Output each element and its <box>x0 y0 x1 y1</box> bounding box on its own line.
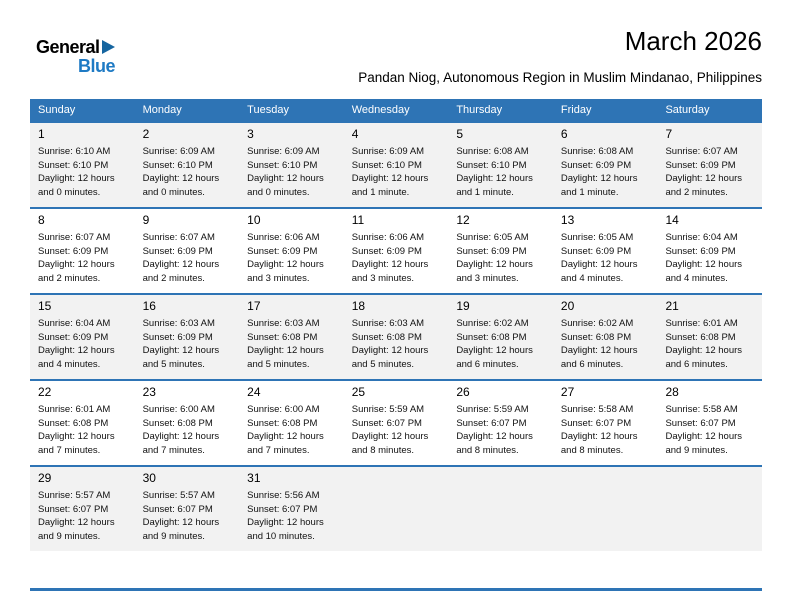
day-number: 25 <box>351 385 366 399</box>
day-cell-3 <box>239 123 344 207</box>
daylight-text-line1: Daylight: 12 hours <box>38 431 115 442</box>
day-cell-13 <box>553 209 658 293</box>
sunrise-text: Sunrise: 6:05 AM <box>456 232 529 243</box>
empty-cell <box>553 467 658 551</box>
sunset-text: Sunset: 6:08 PM <box>456 331 527 343</box>
daylight-text-line2: and 2 minutes. <box>38 272 101 284</box>
day-cell-30 <box>135 467 240 551</box>
page-header <box>0 0 792 85</box>
sunrise-text: Sunrise: 6:00 AM <box>142 404 215 415</box>
daylight-text-line2: and 6 minutes. <box>456 358 519 370</box>
sunrise-text: Sunrise: 6:08 AM <box>456 146 529 157</box>
sunrise-text: Sunrise: 6:06 AM <box>351 232 425 243</box>
day-cell-18 <box>344 295 449 379</box>
daylight-text-line2: and 0 minutes. <box>247 186 310 198</box>
daylight-text-line2: and 7 minutes. <box>247 444 310 456</box>
day-number: 17 <box>247 299 261 313</box>
calendar-table <box>30 99 762 551</box>
sunrise-text: Sunrise: 6:01 AM <box>665 318 738 329</box>
daylight-text-line2: and 8 minutes. <box>456 444 519 456</box>
day-number: 13 <box>560 213 575 227</box>
day-number: 3 <box>247 127 254 141</box>
daylight-text-line2: and 8 minutes. <box>351 444 415 456</box>
daylight-text-line1: Daylight: 12 hours <box>247 431 324 442</box>
daylight-text-line2: and 2 minutes. <box>142 272 205 284</box>
sunset-text: Sunset: 6:09 PM <box>38 245 109 257</box>
day-cell-24 <box>239 381 344 465</box>
sunset-text: Sunset: 6:10 PM <box>456 159 527 171</box>
page-subtitle: Pandan Niog, Autonomous Region in Muslim Mindanao, Philippines <box>358 70 762 85</box>
daylight-text-line2: and 0 minutes. <box>38 186 101 198</box>
sunset-text: Sunset: 6:09 PM <box>247 245 318 257</box>
sunset-text: Sunset: 6:09 PM <box>560 159 632 171</box>
sunset-text: Sunset: 6:10 PM <box>351 159 422 171</box>
daylight-text-line1: Daylight: 12 hours <box>247 173 324 184</box>
day-cell-14 <box>657 209 762 293</box>
daylight-text-line2: and 6 minutes. <box>665 358 728 370</box>
daylight-text-line2: and 5 minutes. <box>247 358 310 370</box>
daylight-text-line2: and 7 minutes. <box>142 444 205 456</box>
daylight-text-line1: Daylight: 12 hours <box>247 517 324 528</box>
sunset-text: Sunset: 6:09 PM <box>665 245 736 257</box>
sunrise-text: Sunrise: 5:57 AM <box>142 490 215 501</box>
day-cell-16 <box>135 295 240 379</box>
week-row-1 <box>30 121 762 207</box>
day-cell-19 <box>448 295 553 379</box>
day-number: 15 <box>38 299 52 313</box>
daylight-text-line2: and 7 minutes. <box>38 444 101 456</box>
sunrise-text: Sunrise: 6:09 AM <box>351 146 425 157</box>
day-cell-7 <box>657 123 762 207</box>
weekday-header-sunday: Sunday <box>38 104 76 116</box>
day-number: 5 <box>456 127 463 141</box>
empty-cell <box>344 467 449 551</box>
weekday-header-wednesday: Wednesday <box>351 104 410 116</box>
sunrise-text: Sunrise: 6:02 AM <box>456 318 529 329</box>
sunset-text: Sunset: 6:08 PM <box>38 417 109 429</box>
daylight-text-line1: Daylight: 12 hours <box>38 345 115 356</box>
daylight-text-line1: Daylight: 12 hours <box>142 259 220 270</box>
sunset-text: Sunset: 6:09 PM <box>142 331 213 343</box>
daylight-text-line1: Daylight: 12 hours <box>142 517 220 528</box>
sunrise-text: Sunrise: 6:04 AM <box>38 318 111 329</box>
sunset-text: Sunset: 6:08 PM <box>142 417 213 429</box>
sunset-text: Sunset: 6:07 PM <box>351 417 422 429</box>
day-cell-25 <box>344 381 449 465</box>
sunset-text: Sunset: 6:09 PM <box>560 245 632 257</box>
daylight-text-line1: Daylight: 12 hours <box>351 431 429 442</box>
daylight-text-line2: and 4 minutes. <box>38 358 101 370</box>
empty-cell <box>448 467 553 551</box>
week-row-3 <box>30 293 762 379</box>
sunset-text: Sunset: 6:07 PM <box>38 503 109 515</box>
day-cell-11 <box>344 209 449 293</box>
sunset-text: Sunset: 6:07 PM <box>665 417 736 429</box>
day-number: 30 <box>142 471 156 485</box>
weekday-header-row <box>30 99 762 121</box>
day-cell-17 <box>239 295 344 379</box>
daylight-text-line1: Daylight: 12 hours <box>38 517 115 528</box>
sunrise-text: Sunrise: 5:57 AM <box>38 490 111 501</box>
day-number: 22 <box>38 385 52 399</box>
weekday-header-friday: Friday <box>560 104 592 116</box>
sunset-text: Sunset: 6:07 PM <box>560 417 632 429</box>
day-number: 6 <box>560 127 568 141</box>
day-number: 28 <box>665 385 679 399</box>
daylight-text-line2: and 1 minute. <box>456 186 514 198</box>
sunrise-text: Sunrise: 6:01 AM <box>38 404 111 415</box>
sunrise-text: Sunrise: 6:05 AM <box>560 232 634 243</box>
sunset-text: Sunset: 6:07 PM <box>142 503 213 515</box>
day-number: 18 <box>351 299 366 313</box>
daylight-text-line2: and 6 minutes. <box>560 358 624 370</box>
weekday-header-monday: Monday <box>142 104 182 116</box>
daylight-text-line2: and 0 minutes. <box>142 186 205 198</box>
daylight-text-line2: and 3 minutes. <box>247 272 310 284</box>
sunrise-text: Sunrise: 6:07 AM <box>142 232 215 243</box>
sunrise-text: Sunrise: 6:03 AM <box>142 318 215 329</box>
weekday-header-tuesday: Tuesday <box>247 104 289 116</box>
daylight-text-line1: Daylight: 12 hours <box>560 431 638 442</box>
logo-text-blue: Blue <box>78 56 116 76</box>
daylight-text-line2: and 3 minutes. <box>456 272 519 284</box>
daylight-text-line1: Daylight: 12 hours <box>560 259 638 270</box>
sunset-text: Sunset: 6:08 PM <box>247 417 318 429</box>
daylight-text-line2: and 4 minutes. <box>560 272 624 284</box>
week-row-4 <box>30 379 762 465</box>
sunset-text: Sunset: 6:08 PM <box>665 331 736 343</box>
sunset-text: Sunset: 6:10 PM <box>247 159 318 171</box>
day-cell-21 <box>657 295 762 379</box>
title-block <box>115 26 762 85</box>
sunrise-text: Sunrise: 6:10 AM <box>38 146 111 157</box>
sunset-text: Sunset: 6:07 PM <box>456 417 527 429</box>
general-blue-logo <box>36 26 115 75</box>
day-number: 27 <box>560 385 575 399</box>
daylight-text-line1: Daylight: 12 hours <box>142 173 220 184</box>
sunrise-text: Sunrise: 6:02 AM <box>560 318 634 329</box>
footer-line <box>30 588 762 591</box>
sunset-text: Sunset: 6:07 PM <box>247 503 318 515</box>
day-cell-28 <box>657 381 762 465</box>
daylight-text-line1: Daylight: 12 hours <box>665 259 743 270</box>
day-cell-2 <box>135 123 240 207</box>
daylight-text-line2: and 1 minute. <box>351 186 410 198</box>
sunrise-text: Sunrise: 5:56 AM <box>247 490 320 501</box>
sunrise-text: Sunrise: 5:59 AM <box>456 404 529 415</box>
weekday-header-saturday: Saturday <box>665 104 710 116</box>
empty-cell <box>657 467 762 551</box>
day-number: 24 <box>247 385 261 399</box>
day-number: 1 <box>38 127 45 141</box>
sunset-text: Sunset: 6:10 PM <box>142 159 213 171</box>
day-number: 31 <box>247 471 261 485</box>
daylight-text-line1: Daylight: 12 hours <box>351 173 429 184</box>
sunset-text: Sunset: 6:09 PM <box>456 245 527 257</box>
sunrise-text: Sunrise: 6:09 AM <box>247 146 320 157</box>
sunrise-text: Sunrise: 6:07 AM <box>38 232 111 243</box>
daylight-text-line1: Daylight: 12 hours <box>560 345 638 356</box>
daylight-text-line2: and 9 minutes. <box>38 530 101 542</box>
daylight-text-line1: Daylight: 12 hours <box>456 173 533 184</box>
daylight-text-line2: and 10 minutes. <box>247 530 315 542</box>
sunset-text: Sunset: 6:09 PM <box>142 245 213 257</box>
sunset-text: Sunset: 6:09 PM <box>665 159 736 171</box>
day-cell-1 <box>30 123 135 207</box>
sunrise-text: Sunrise: 6:04 AM <box>665 232 738 243</box>
day-cell-5 <box>448 123 553 207</box>
day-cell-23 <box>135 381 240 465</box>
daylight-text-line2: and 2 minutes. <box>665 186 728 198</box>
daylight-text-line2: and 1 minute. <box>560 186 619 198</box>
daylight-text-line1: Daylight: 12 hours <box>38 259 115 270</box>
daylight-text-line2: and 9 minutes. <box>142 530 205 542</box>
day-cell-20 <box>553 295 658 379</box>
weekday-header-thursday: Thursday <box>456 104 503 116</box>
logo-line-1 <box>36 38 115 56</box>
day-number: 21 <box>665 299 679 313</box>
sunrise-text: Sunrise: 6:08 AM <box>560 146 634 157</box>
day-cell-27 <box>553 381 658 465</box>
day-number: 14 <box>665 213 679 227</box>
sunrise-text: Sunrise: 6:03 AM <box>351 318 425 329</box>
sunset-text: Sunset: 6:08 PM <box>247 331 318 343</box>
day-cell-22 <box>30 381 135 465</box>
day-number: 29 <box>38 471 52 485</box>
day-cell-4 <box>344 123 449 207</box>
calendar-grid <box>30 121 762 551</box>
sunset-text: Sunset: 6:09 PM <box>38 331 109 343</box>
week-row-5 <box>30 465 762 551</box>
sunset-text: Sunset: 6:08 PM <box>351 331 422 343</box>
day-number: 20 <box>560 299 575 313</box>
daylight-text-line2: and 9 minutes. <box>665 444 728 456</box>
sunrise-text: Sunrise: 6:07 AM <box>665 146 738 157</box>
daylight-text-line2: and 4 minutes. <box>665 272 728 284</box>
sunrise-text: Sunrise: 6:03 AM <box>247 318 320 329</box>
day-number: 9 <box>142 213 150 227</box>
day-cell-29 <box>30 467 135 551</box>
sunset-text: Sunset: 6:08 PM <box>560 331 632 343</box>
day-number: 2 <box>142 127 150 141</box>
daylight-text-line2: and 8 minutes. <box>560 444 624 456</box>
daylight-text-line1: Daylight: 12 hours <box>142 431 220 442</box>
daylight-text-line1: Daylight: 12 hours <box>665 173 743 184</box>
sunrise-text: Sunrise: 5:59 AM <box>351 404 425 415</box>
day-number: 19 <box>456 299 470 313</box>
daylight-text-line2: and 5 minutes. <box>142 358 205 370</box>
day-number: 4 <box>351 127 359 141</box>
logo-triangle-icon <box>102 40 115 54</box>
sunrise-text: Sunrise: 5:58 AM <box>560 404 634 415</box>
logo-text-general: General <box>36 37 100 57</box>
sunrise-text: Sunrise: 5:58 AM <box>665 404 738 415</box>
day-cell-12 <box>448 209 553 293</box>
daylight-text-line1: Daylight: 12 hours <box>456 259 533 270</box>
day-cell-15 <box>30 295 135 379</box>
day-cell-26 <box>448 381 553 465</box>
day-cell-9 <box>135 209 240 293</box>
daylight-text-line1: Daylight: 12 hours <box>351 259 429 270</box>
daylight-text-line2: and 3 minutes. <box>351 272 415 284</box>
day-number: 8 <box>38 213 45 227</box>
day-number: 12 <box>456 213 470 227</box>
day-cell-10 <box>239 209 344 293</box>
sunrise-text: Sunrise: 6:00 AM <box>247 404 320 415</box>
day-cell-6 <box>553 123 658 207</box>
sunset-text: Sunset: 6:09 PM <box>351 245 422 257</box>
daylight-text-line1: Daylight: 12 hours <box>456 431 533 442</box>
page-title: March 2026 <box>624 26 762 56</box>
daylight-text-line1: Daylight: 12 hours <box>560 173 638 184</box>
day-number: 26 <box>456 385 470 399</box>
daylight-text-line1: Daylight: 12 hours <box>665 345 743 356</box>
day-cell-31 <box>239 467 344 551</box>
daylight-text-line1: Daylight: 12 hours <box>456 345 533 356</box>
day-number: 16 <box>142 299 156 313</box>
daylight-text-line1: Daylight: 12 hours <box>142 345 220 356</box>
daylight-text-line1: Daylight: 12 hours <box>665 431 743 442</box>
daylight-text-line1: Daylight: 12 hours <box>38 173 115 184</box>
sunset-text: Sunset: 6:10 PM <box>38 159 109 171</box>
daylight-text-line1: Daylight: 12 hours <box>247 259 324 270</box>
day-number: 10 <box>247 213 261 227</box>
sunrise-text: Sunrise: 6:06 AM <box>247 232 320 243</box>
day-cell-8 <box>30 209 135 293</box>
day-number: 7 <box>665 127 673 141</box>
day-number: 23 <box>142 385 156 399</box>
daylight-text-line1: Daylight: 12 hours <box>247 345 324 356</box>
sunrise-text: Sunrise: 6:09 AM <box>142 146 215 157</box>
daylight-text-line2: and 5 minutes. <box>351 358 415 370</box>
day-number: 11 <box>351 213 365 227</box>
week-row-2 <box>30 207 762 293</box>
daylight-text-line1: Daylight: 12 hours <box>351 345 429 356</box>
